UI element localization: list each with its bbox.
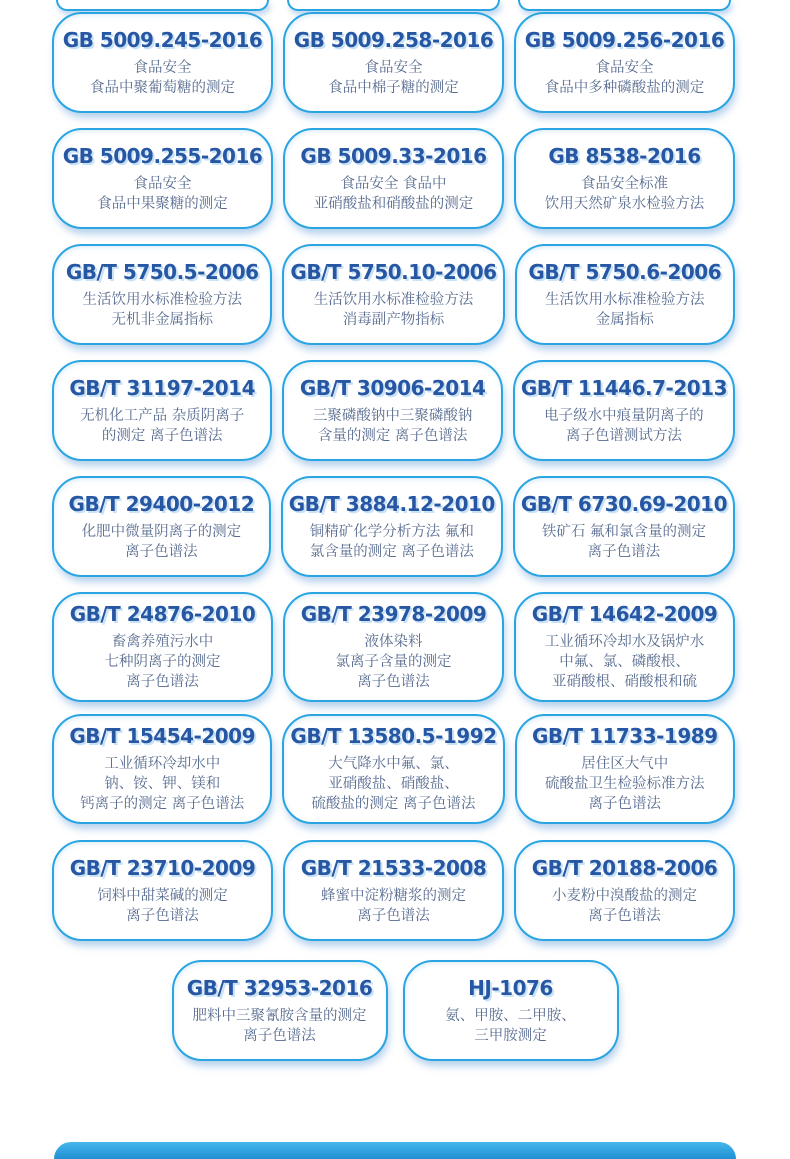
- standard-desc-line: 食品中棉子糖的测定: [328, 79, 459, 96]
- standard-desc-line: 金属指标: [595, 311, 654, 328]
- standard-desc-line: 食品安全: [595, 59, 654, 76]
- standard-card: [514, 840, 735, 941]
- standard-desc-line: 氯含量的测定 离子色谱法: [309, 543, 474, 560]
- standard-code: GB/T 11446.7-2013: [520, 375, 727, 400]
- standard-desc-line: 的测定 离子色谱法: [101, 427, 223, 444]
- standard-desc-line: 食品安全: [133, 59, 192, 76]
- standard-desc-line: 三甲胺测定: [474, 1027, 547, 1044]
- standard-card: [513, 360, 735, 461]
- standard-desc-line: 铁矿石 氟和氯含量的测定: [541, 523, 706, 540]
- standard-desc-line: 三聚磷酸钠中三聚磷酸钠: [312, 407, 473, 424]
- card-row: [52, 128, 735, 229]
- standard-desc-line: 蜂蜜中淀粉糖浆的测定: [321, 887, 466, 904]
- standard-card: [52, 476, 271, 577]
- standard-desc-line: 食品安全标准: [581, 175, 668, 192]
- standard-desc-line: 离子色谱法: [357, 907, 430, 924]
- standard-desc-line: 食品安全: [133, 175, 192, 192]
- standard-code: GB 8538-2016: [548, 143, 701, 168]
- standard-desc-line: 无机化工产品 杂质阴离子: [80, 407, 245, 424]
- standard-desc-line: 氨、甲胺、二甲胺、: [445, 1007, 576, 1024]
- cutoff-card-bottom: [518, 0, 731, 11]
- standard-desc-line: 离子色谱法: [357, 674, 430, 690]
- standard-desc-line: 食品安全 食品中: [340, 175, 447, 192]
- standard-code: GB/T 5750.6-2006: [528, 259, 722, 284]
- standard-code: GB/T 21533-2008: [300, 855, 487, 880]
- standard-card: [282, 244, 504, 345]
- standard-card: [52, 244, 272, 345]
- standard-desc-line: 饲料中甜菜碱的测定: [97, 887, 228, 904]
- standard-desc-line: 工业循环冷却水及锅炉水: [544, 634, 705, 650]
- standard-code: GB 5009.255-2016: [62, 143, 263, 168]
- card-row: [0, 960, 790, 1061]
- standard-code: GB/T 15454-2009: [69, 724, 256, 748]
- standard-desc-line: 畜禽养殖污水中: [111, 634, 214, 650]
- standard-desc-line: 铜精矿化学分析方法 氟和: [309, 523, 474, 540]
- standard-desc-line: 食品中果聚糖的测定: [97, 195, 228, 212]
- standard-code: GB 5009.33-2016: [300, 143, 487, 168]
- standard-card: [172, 960, 388, 1061]
- standard-desc-line: 生活饮用水标准检验方法: [82, 291, 242, 308]
- standard-card: [283, 592, 504, 702]
- standard-code: GB/T 3884.12-2010: [288, 491, 495, 516]
- standard-card: [52, 714, 272, 824]
- standard-card: [52, 128, 273, 229]
- standard-card: [403, 960, 619, 1061]
- standard-code: GB/T 24876-2010: [69, 602, 256, 626]
- standard-desc-line: 肥料中三聚氰胺含量的测定: [192, 1007, 367, 1024]
- standard-desc-line: 中氟、氯、磷酸根、: [559, 654, 690, 670]
- card-row: [52, 360, 735, 461]
- standard-desc-line: 大气降水中氟、氯、: [328, 756, 459, 772]
- standard-desc-line: 亚硝酸盐、硝酸盐、: [328, 776, 459, 792]
- standard-card: [282, 360, 502, 461]
- standard-code: GB/T 5750.5-2006: [65, 259, 259, 284]
- standard-code: GB/T 11733-1989: [531, 724, 718, 748]
- standard-desc-line: 食品中聚葡萄糖的测定: [90, 79, 235, 96]
- standard-desc-line: 亚硝酸盐和硝酸盐的测定: [313, 195, 474, 212]
- standard-code: HJ-1076: [468, 975, 553, 1000]
- standard-desc-line: 离子色谱法: [587, 543, 661, 560]
- standard-desc-line: 氯离子含量的测定: [335, 654, 452, 670]
- standard-card: [514, 128, 735, 229]
- standard-card: [514, 12, 735, 113]
- standard-desc-line: 钙离子的测定 离子色谱法: [80, 796, 245, 812]
- standard-desc-line: 离子色谱法: [243, 1027, 316, 1044]
- standard-desc-line: 离子色谱法: [588, 796, 662, 812]
- standard-card: [283, 128, 504, 229]
- standard-desc-line: 饮用天然矿泉水检验方法: [544, 195, 705, 212]
- standard-code: GB/T 14642-2009: [531, 602, 718, 626]
- standards-card-grid: [0, 12, 790, 1076]
- card-row: [52, 12, 735, 113]
- standard-desc-line: 亚硝酸根、硝酸根和硫: [552, 674, 697, 690]
- standard-desc-line: 工业循环冷却水中: [104, 756, 221, 772]
- standard-code: GB 5009.256-2016: [524, 27, 725, 52]
- standard-card: [513, 476, 735, 577]
- standard-card: [52, 840, 273, 941]
- standard-desc-line: 离子色谱法: [126, 907, 199, 924]
- standard-desc-line: 离子色谱法: [125, 543, 198, 560]
- standard-card: [52, 360, 272, 461]
- cutoff-card-bottom: [287, 0, 500, 11]
- standard-code: GB 5009.245-2016: [62, 27, 263, 52]
- standard-desc-line: 居住区大气中: [581, 756, 669, 772]
- cutoff-card-bottom: [56, 0, 269, 11]
- standard-desc-line: 七种阴离子的测定: [104, 654, 221, 670]
- card-row: [52, 592, 735, 702]
- standard-code: GB/T 20188-2006: [531, 855, 718, 880]
- standard-code: GB/T 23978-2009: [300, 602, 487, 626]
- standard-desc-line: 小麦粉中溴酸盐的测定: [552, 887, 697, 904]
- standard-desc-line: 硫酸盐的测定 离子色谱法: [311, 796, 476, 812]
- standard-code: GB/T 23710-2009: [69, 855, 256, 880]
- standard-desc-line: 食品中多种磷酸盐的测定: [544, 79, 705, 96]
- standard-desc-line: 含量的测定 离子色谱法: [317, 427, 468, 444]
- standard-code: GB/T 6730.69-2010: [520, 491, 727, 516]
- standard-desc-line: 食品安全: [364, 59, 423, 76]
- card-row: [52, 476, 735, 577]
- standard-code: GB/T 30906-2014: [299, 375, 486, 400]
- standard-desc-line: 生活饮用水标准检验方法: [545, 291, 705, 308]
- standard-desc-line: 消毒副产物指标: [342, 311, 445, 328]
- standard-card: [283, 12, 504, 113]
- standard-desc-line: 硫酸盐卫生检验标准方法: [545, 776, 705, 792]
- standard-desc-line: 生活饮用水标准检验方法: [313, 291, 474, 308]
- standard-card: [515, 714, 735, 824]
- standard-card: [514, 592, 735, 702]
- standard-desc-line: 离子色谱测试方法: [565, 427, 682, 444]
- standard-desc-line: 液体染料: [364, 634, 423, 650]
- standard-code: GB/T 32953-2016: [186, 975, 373, 1000]
- standard-code: GB/T 31197-2014: [69, 375, 256, 400]
- standard-desc-line: 化肥中微量阴离子的测定: [81, 523, 242, 540]
- card-row: [52, 714, 735, 824]
- standard-desc-line: 无机非金属指标: [111, 311, 213, 328]
- standard-code: GB/T 29400-2012: [68, 491, 255, 516]
- standard-desc-line: 电子级水中痕量阴离子的: [544, 407, 704, 424]
- top-partial-row: [52, 0, 735, 11]
- standard-card: [281, 476, 503, 577]
- standard-card: [515, 244, 735, 345]
- standard-desc-line: 离子色谱法: [588, 907, 661, 924]
- standard-card: [283, 840, 504, 941]
- cutoff-bottom-banner: [54, 1142, 736, 1159]
- standard-code: GB/T 5750.10-2006: [290, 259, 497, 284]
- standard-card: [52, 12, 273, 113]
- standard-code: GB/T 13580.5-1992: [290, 724, 497, 748]
- standard-card: [282, 714, 504, 824]
- standard-desc-line: 钠、铵、钾、镁和: [104, 776, 221, 792]
- standard-card: [52, 592, 273, 702]
- standard-code: GB 5009.258-2016: [293, 27, 494, 52]
- standard-desc-line: 离子色谱法: [126, 674, 199, 690]
- card-row: [52, 840, 735, 941]
- card-row: [52, 244, 735, 345]
